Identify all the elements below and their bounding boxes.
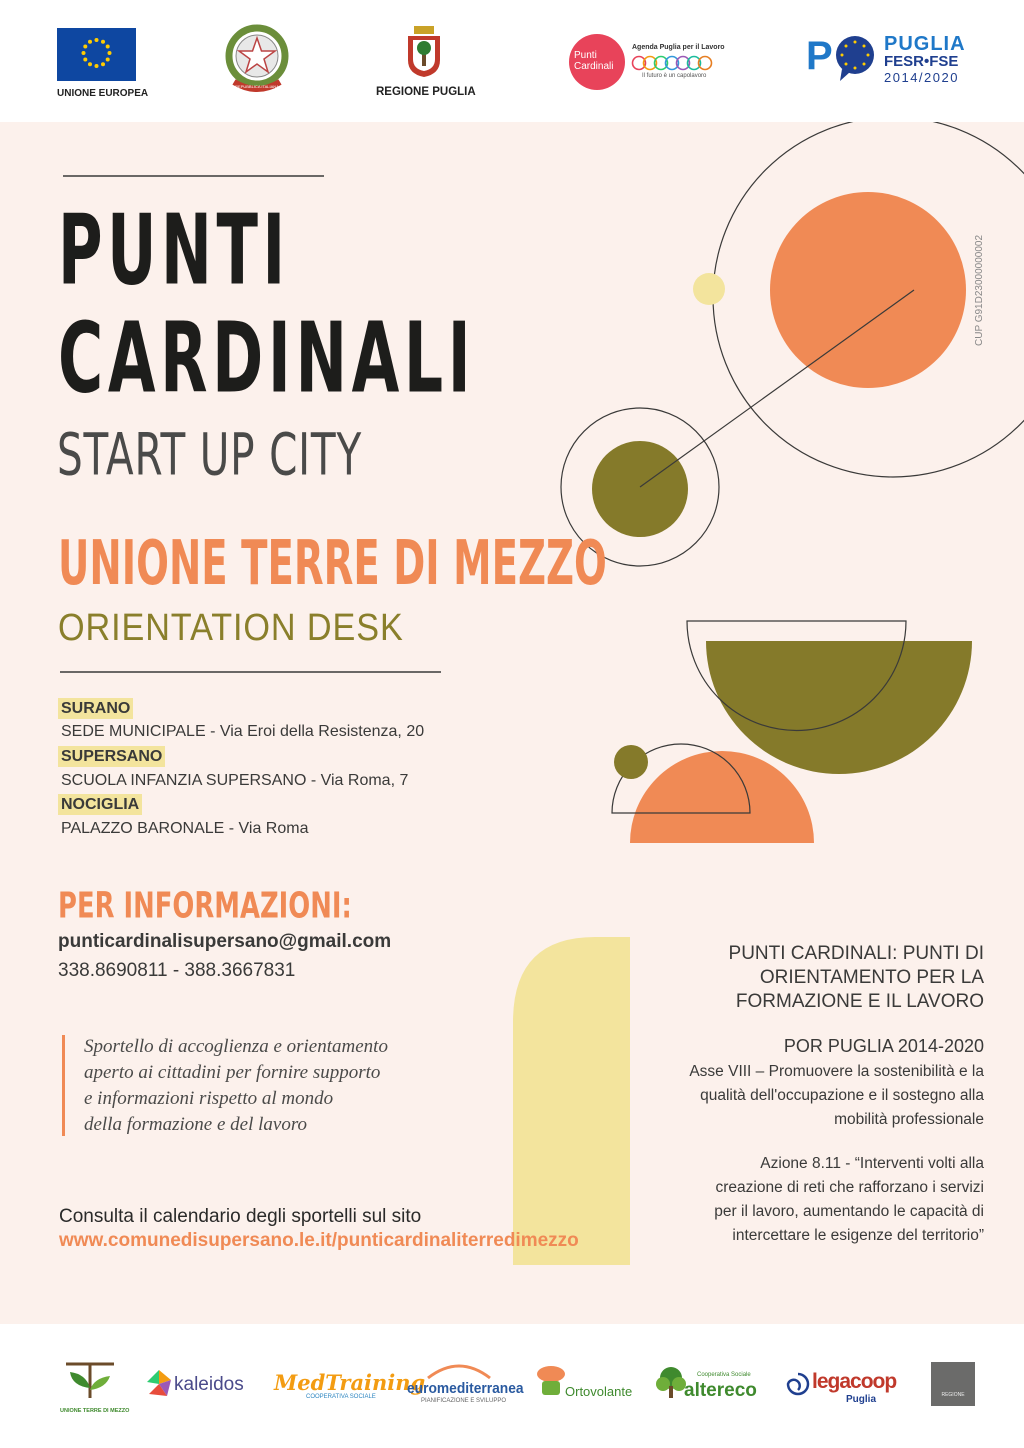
asse-line: qualità dell'occupazione e il sostegno alla <box>700 1087 984 1104</box>
description-line: aperto ai cittadini per fornire supporto <box>84 1062 381 1083</box>
svg-text:P: P <box>806 34 833 78</box>
orange-circle <box>770 192 966 388</box>
small-olive-dot <box>614 745 648 779</box>
por-years: 2014/2020 <box>884 70 959 85</box>
azione-line: per il lavoro, aumentando le capacità di <box>714 1203 984 1220</box>
title-line-2: CARDINALI <box>58 301 476 415</box>
punti-logo-text: Punti Cardinali <box>574 50 614 72</box>
altereco-sub: Cooperativa Sociale <box>697 1372 751 1378</box>
asse-line: mobilità professionale <box>834 1111 984 1128</box>
orange-half-disc <box>630 751 814 843</box>
last-logo-text: REGIONE <box>941 1392 965 1398</box>
medtraining-logo: MedTraining <box>274 1370 426 1395</box>
terre-logo-text: UNIONE TERRE DI MEZZO <box>60 1408 130 1414</box>
ortovolante-logo: Ortovolante <box>565 1384 633 1399</box>
location-town: SURANO <box>58 698 133 719</box>
info-heading: PER INFORMAZIONI: <box>58 885 352 927</box>
kaleidos-icon <box>147 1370 171 1403</box>
title-line-1: PUNTI <box>58 193 290 307</box>
legacoop-swirl-icon <box>786 1372 810 1401</box>
por-puglia-logo <box>806 33 878 83</box>
header-logos-bar <box>0 0 1024 122</box>
description-quote <box>84 1034 464 1138</box>
agenda-title: Agenda Puglia per il Lavoro <box>632 44 725 51</box>
description-line: e informazioni rispetto al mondo <box>84 1088 334 1109</box>
euromed-logo: euromediterranea <box>407 1380 524 1397</box>
terre-di-mezzo-logo <box>62 1358 118 1408</box>
azione-line: Azione 8.11 - “Interventi volti alla <box>760 1155 984 1172</box>
asse-text <box>610 1060 984 1132</box>
altereco-logo: altereco <box>684 1380 757 1401</box>
quote-bar <box>62 1035 65 1136</box>
email-link[interactable]: punticardinalisupersano@gmail.com <box>58 931 392 952</box>
right-heading-line: PUNTI CARDINALI: PUNTI DI <box>728 943 984 964</box>
ortovolante-icon <box>536 1364 566 1403</box>
regione-label: REGIONE PUGLIA <box>376 86 476 98</box>
legacoop-sub: Puglia <box>846 1394 877 1405</box>
partner-logos-bar <box>0 1324 1024 1448</box>
location-address: SCUOLA INFANZIA SUPERSANO - Via Roma, 7 <box>61 772 409 789</box>
right-heading-line: FORMAZIONE E IL LAVORO <box>735 991 984 1012</box>
olive-circle <box>592 441 688 537</box>
right-heading-line: ORIENTAMENTO PER LA <box>759 967 984 988</box>
partner-square-logo <box>931 1362 975 1406</box>
yellow-dot <box>693 273 725 305</box>
azione-line: intercettare le esigenze del territorio” <box>732 1227 984 1244</box>
euromed-sub: PIANIFICAZIONE E SVILUPPO <box>421 1398 507 1404</box>
medtraining-sub: COOPERATIVA SOCIALE <box>306 1394 376 1400</box>
orientation-desk: ORIENTATION DESK <box>58 607 404 649</box>
phone-numbers: 338.8690811 - 388.3667831 <box>58 960 296 981</box>
eu-label: UNIONE EUROPEA <box>57 88 149 99</box>
repubblica-ring-text: REPUBBLICA ITALIANA <box>235 84 279 89</box>
por-line: POR PUGLIA 2014-2020 <box>783 1036 984 1056</box>
location-town: SUPERSANO <box>58 746 165 767</box>
cup-code: CUP G91D23000000002 <box>974 234 985 346</box>
agenda-sub: Il futuro è un capolavoro <box>642 73 707 79</box>
description-line: della formazione e del lavoro <box>84 1114 308 1135</box>
altereco-tree-icon <box>655 1366 687 1405</box>
por-sub: FESR•FSE <box>884 53 959 70</box>
olive-half-disc <box>706 641 972 774</box>
location-address: PALAZZO BARONALE - Via Roma <box>61 820 309 837</box>
calendar-note: Consulta il calendario degli sportelli sul sito <box>59 1206 422 1227</box>
description-line: Sportello di accoglienza e orientamento <box>84 1036 388 1057</box>
website-link[interactable]: www.comunedisupersano.le.it/punticardinaliterredimezzo <box>59 1230 579 1251</box>
location-address: SEDE MUNICIPALE - Via Eroi della Resistenza, 20 <box>61 723 425 740</box>
union-name: UNIONE TERRE DI MEZZO <box>58 528 607 600</box>
legacoop-logo: legacoop <box>812 1370 897 1393</box>
por-title: PUGLIA <box>884 33 966 55</box>
azione-text <box>610 1152 984 1248</box>
kaleidos-logo: kaleidos <box>174 1374 244 1395</box>
right-heading <box>610 942 984 1014</box>
regione-puglia-crest <box>406 24 442 78</box>
azione-line: creazione di reti che rafforzano i servizi <box>715 1179 984 1196</box>
eu-flag-logo <box>57 28 136 81</box>
location-town: NOCIGLIA <box>58 794 142 815</box>
eu-stars-icon <box>57 28 136 81</box>
subtitle: START UP CITY <box>57 422 363 490</box>
asse-line: Asse VIII – Promuovere la sostenibilità e la <box>689 1063 984 1080</box>
poster-panel <box>0 122 1024 1324</box>
